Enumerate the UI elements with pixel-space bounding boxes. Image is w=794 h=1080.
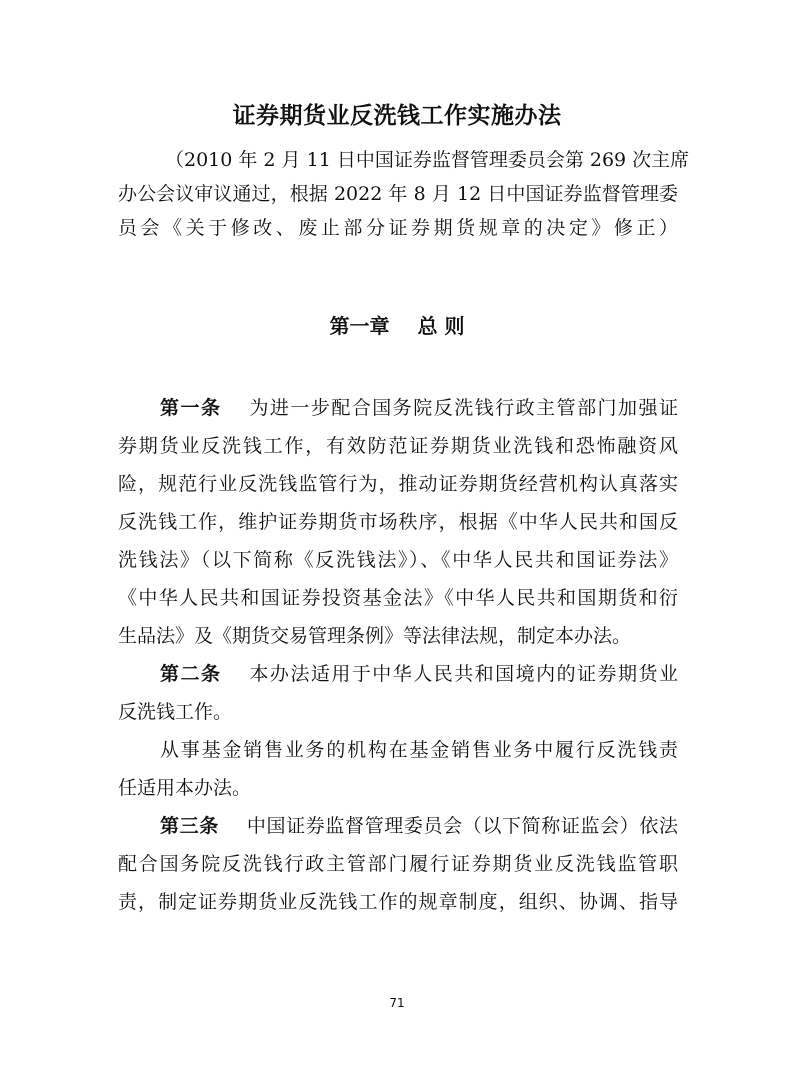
article-text-line: 为进一步配合国务院反洗钱行政主管部门加强证: [249, 397, 678, 419]
note-line: 员会《关于修改、废止部分证券期货规章的决定》修正）: [118, 217, 678, 239]
chapter-number: 第一章: [329, 314, 390, 338]
article-3: [118, 807, 678, 921]
page-number: 71: [389, 996, 405, 1010]
amendment-note: [118, 143, 690, 245]
chapter-heading: [0, 309, 794, 343]
note-line: 办公会议审议通过，根据 2022 年 8 月 12 日中国证券监督管理委: [118, 183, 678, 205]
article-text-line: 中国证券监督管理委员会（以下简称证监会）依法: [246, 815, 678, 837]
article-text-line: 洗钱法》（以下简称《反洗钱法》）、《中华人民共和国证券法》: [118, 549, 678, 571]
article-text-line: 《中华人民共和国证券投资基金法》《中华人民共和国期货和衍: [118, 587, 678, 609]
paragraph-line: 从事基金销售业务的机构在基金销售业务中履行反洗钱责: [160, 739, 678, 761]
article-text-line: 券期货业反洗钱工作，有效防范证券期货业洗钱和恐怖融资风: [118, 435, 678, 457]
article-text-line: 反洗钱工作，维护证券期货市场秩序，根据《中华人民共和国反: [118, 511, 678, 533]
article-2: [118, 655, 678, 807]
document-title: 证券期货业反洗钱工作实施办法: [232, 103, 562, 129]
note-line: （2010 年 2 月 11 日中国证券监督管理委员会第 269 次主席: [165, 149, 690, 171]
document-body: [118, 389, 678, 921]
article-label: 第二条: [160, 663, 222, 685]
article-text-line: 险，规范行业反洗钱监管行为，推动证券期货经营机构认真落实: [118, 473, 678, 495]
article-label: 第三条: [160, 815, 219, 837]
article-text-line: 反洗钱工作。: [118, 701, 233, 723]
article-label: 第一条: [160, 397, 222, 419]
article-1: [118, 389, 678, 655]
article-text-line: 责，制定证券期货业反洗钱工作的规章制度，组织、协调、指导: [118, 891, 678, 913]
article-text-line: 生品法》及《期货交易管理条例》等法律法规，制定本办法。: [118, 625, 632, 647]
article-text-line: 配合国务院反洗钱行政主管部门履行证券期货业反洗钱监管职: [118, 853, 678, 875]
paragraph-line: 任适用本办法。: [118, 777, 252, 799]
article-text-line: 本办法适用于中华人民共和国境内的证券期货业: [249, 663, 678, 685]
chapter-name: 总 则: [417, 314, 465, 338]
